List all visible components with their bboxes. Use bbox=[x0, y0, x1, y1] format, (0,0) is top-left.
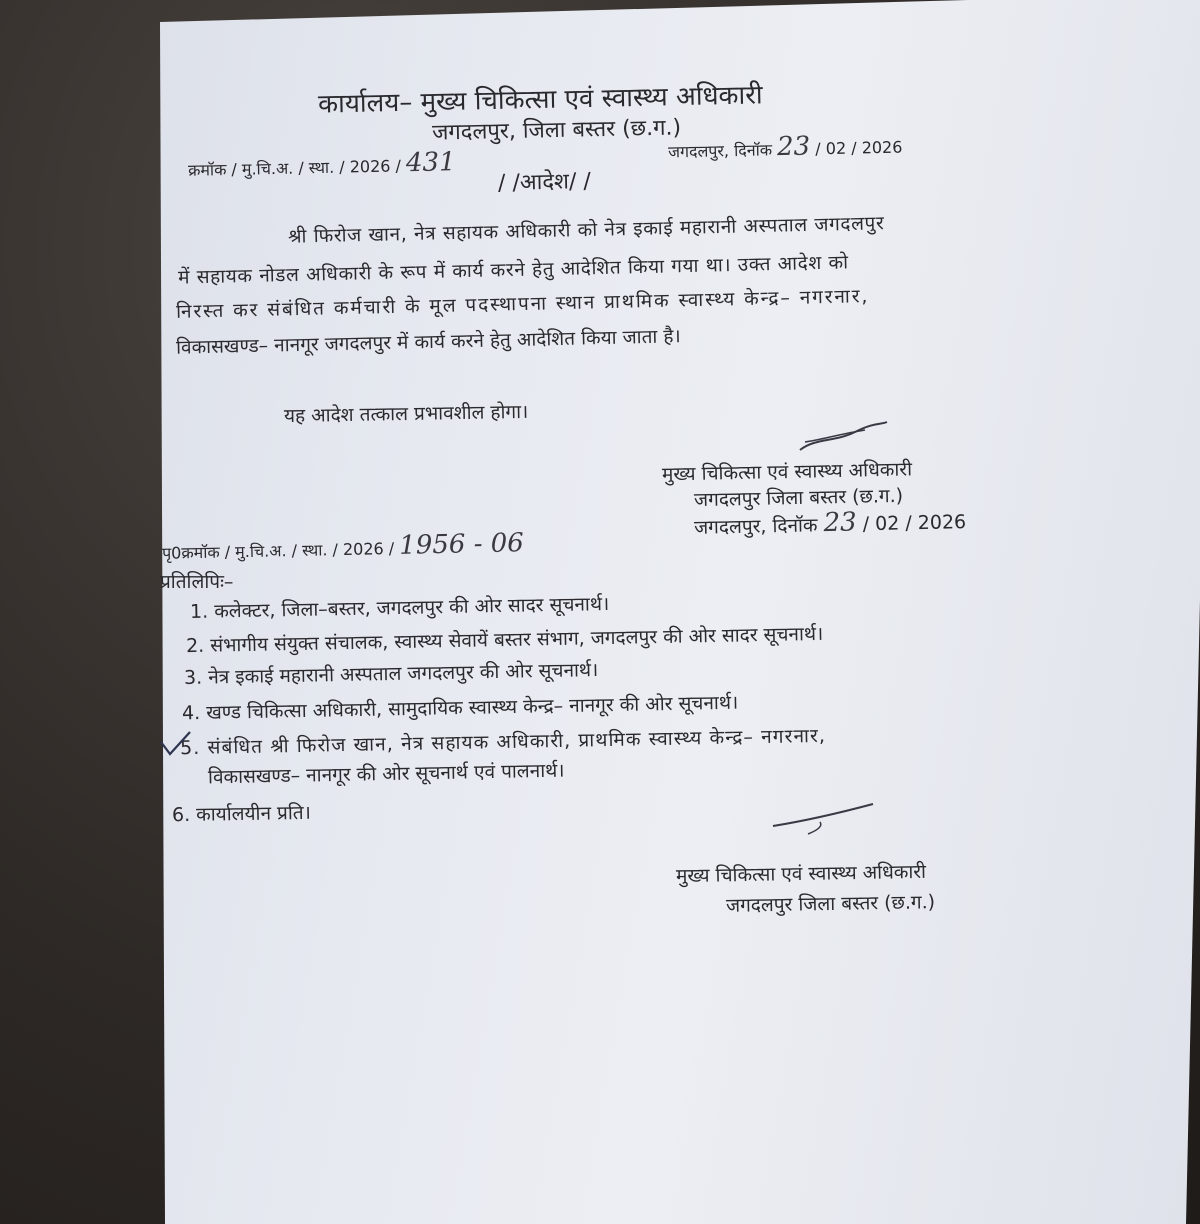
order-ref bbox=[188, 147, 456, 183]
sign1-date bbox=[694, 505, 967, 541]
copy-item-5: 5. संबंधित श्री फिरोज खान, नेत्र सहायक अधिकारी, प्राथमिक स्वास्थ्य केन्द्र– नगरनार, bbox=[179, 724, 827, 760]
order-date-rest: / 02 / 2026 bbox=[815, 137, 903, 159]
copy-item-5-cont: विकासखण्ड– नानगूर की ओर सूचनार्थ एवं पालनार्थ। bbox=[207, 759, 565, 789]
sign1-date-prefix: जगदलपुर, दिनॉक bbox=[693, 514, 818, 539]
copy-label: प्रतिलिपिः– bbox=[160, 571, 234, 593]
order-heading: / /आदेश/ / bbox=[497, 169, 592, 196]
order-number: 431 bbox=[405, 147, 456, 179]
office-location: जगदलपुर, जिला बस्तर (छ.ग.) bbox=[431, 115, 682, 146]
office-title: कार्यालय– मुख्य चिकित्सा एवं स्वास्थ्य अधिकारी bbox=[317, 80, 763, 120]
signature-mark-2 bbox=[768, 800, 878, 840]
copy-item-6: 6. कार्यालयीन प्रति। bbox=[171, 801, 311, 827]
signature-mark-1 bbox=[795, 420, 890, 460]
order-date bbox=[668, 130, 903, 165]
sign2-designation: मुख्य चिकित्सा एवं स्वास्थ्य अधिकारी bbox=[675, 860, 927, 888]
copy-item-1: 1. कलेक्टर, जिला–बस्तर, जगदलपुर की ओर सादर सूचनार्थ। bbox=[189, 592, 610, 624]
sign1-date-rest: / 02 / 2026 bbox=[862, 511, 967, 536]
sign1-date-day: 23 bbox=[823, 507, 857, 539]
body-line-3: निरस्त कर संबंधित कर्मचारी के मूल पदस्थापना स्थान प्राथमिक स्वास्थ्य केन्द्र– नगरनार, bbox=[175, 285, 870, 323]
order-date-day: 23 bbox=[776, 131, 811, 163]
copy-item-2: 2. संभागीय संयुक्त संचालक, स्वास्थ्य सेवायें बस्तर संभाग, जगदलपुर की ओर सादर सूचनार्थ। bbox=[185, 622, 824, 658]
sign1-designation: मुख्य चिकित्सा एवं स्वास्थ्य अधिकारी bbox=[661, 458, 913, 486]
checkmark-icon bbox=[158, 730, 194, 758]
sign2-location: जगदलपुर जिला बस्तर (छ.ग.) bbox=[725, 891, 936, 917]
body-line-2: में सहायक नोडल अधिकारी के रूप में कार्य करने हेतु आदेशित किया गया था। उक्त आदेश को bbox=[177, 251, 849, 289]
body-effect: यह आदेश तत्काल प्रभावशील होगा। bbox=[283, 400, 529, 428]
copy-item-4: 4. खण्ड चिकित्सा अधिकारी, सामुदायिक स्वास्थ्य केन्द्र– नानगूर की ओर सूचनार्थ। bbox=[181, 691, 739, 725]
body-line-4: विकासखण्ड– नानगूर जगदलपुर में कार्य करने हेतु आदेशित किया जाता है। bbox=[175, 325, 681, 359]
body-line-1: श्री फिरोज खान, नेत्र सहायक अधिकारी को नेत्र इकाई महारानी अस्पताल जगदलपुर bbox=[287, 212, 885, 248]
sign1-location: जगदलपुर जिला बस्तर (छ.ग.) bbox=[693, 484, 904, 512]
copy-item-3: 3. नेत्र इकाई महारानी अस्पताल जगदलपुर की ओर सूचनार्थ। bbox=[183, 659, 599, 689]
order-ref-prefix: क्रमॉक / मु.चि.अ. / स्था. / 2026 / bbox=[187, 156, 402, 180]
order-date-prefix: जगदलपुर, दिनॉक bbox=[667, 140, 773, 162]
endorsement-prefix: पृ0क्रमॉक / मु.चि.अ. / स्था. / 2026 / bbox=[161, 538, 395, 563]
endorsement-number: 1956 - 06 bbox=[398, 528, 525, 561]
